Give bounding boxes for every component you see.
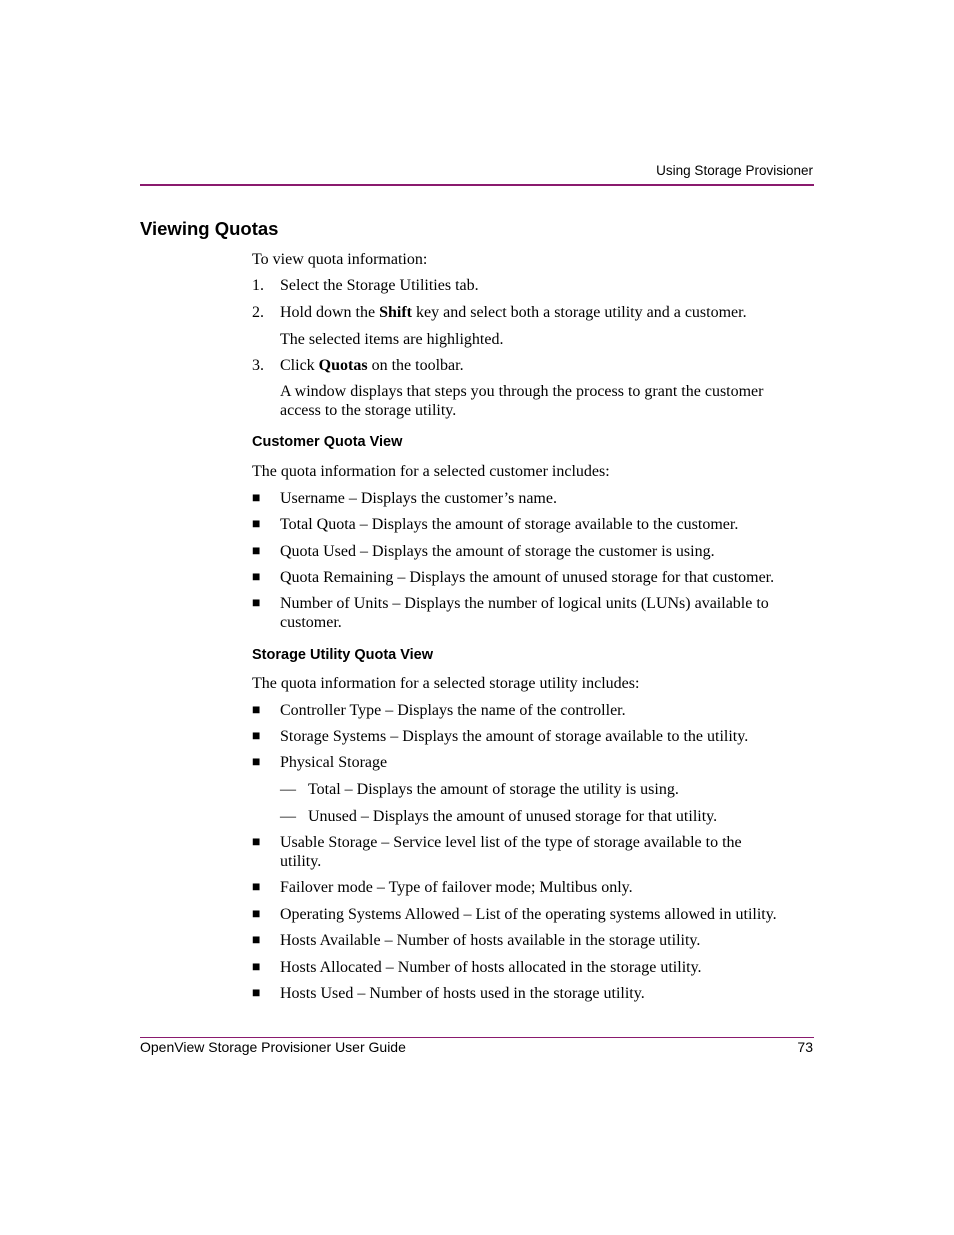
subsection-title: Storage Utility Quota View — [252, 647, 434, 663]
step-text-pre: Click — [280, 357, 319, 374]
list-item: Quota Used – Displays the amount of storage the customer is using. — [280, 543, 715, 560]
list-item: Number of Units – Displays the number of logical units (LUNs) available to — [280, 595, 769, 612]
step-text-post: key and select both a storage utility and a customer. — [412, 304, 747, 321]
bullet-icon: ■ — [252, 491, 261, 506]
running-head: Using Storage Provisioner — [656, 163, 813, 178]
step-note: A window displays that steps you through the process to grant the customer — [280, 383, 764, 400]
list-item: Quota Remaining – Displays the amount of unused storage for that customer. — [280, 569, 775, 586]
bullet-icon: ■ — [252, 596, 261, 611]
bullet-icon: ■ — [252, 835, 261, 850]
step-note: access to the storage utility. — [280, 402, 457, 419]
step-number: 1. — [252, 277, 264, 294]
list-item: Storage Systems – Displays the amount of storage available to the utility. — [280, 728, 749, 745]
bullet-icon: ■ — [252, 907, 261, 922]
sub-list-item: Total – Displays the amount of storage the utility is using. — [308, 781, 679, 798]
step-text: Select the Storage Utilities tab. — [280, 277, 479, 294]
footer-title: OpenView Storage Provisioner User Guide — [140, 1039, 406, 1055]
bullet-icon: ■ — [252, 755, 261, 770]
bullet-icon: ■ — [252, 880, 261, 895]
list-item: Controller Type – Displays the name of the controller. — [280, 702, 626, 719]
list-item: Hosts Used – Number of hosts used in the storage utility. — [280, 985, 645, 1002]
bullet-icon: ■ — [252, 544, 261, 559]
list-item: Operating Systems Allowed – List of the operating systems allowed in utility. — [280, 906, 777, 923]
step-text — [280, 303, 814, 322]
dash-icon: — — [280, 808, 296, 825]
sub-list-item: Unused – Displays the amount of unused storage for that utility. — [308, 808, 718, 825]
section-intro: To view quota information: — [252, 251, 428, 268]
subsection-title: Customer Quota View — [252, 434, 403, 450]
step-text — [280, 356, 814, 375]
key-name: Shift — [379, 304, 413, 321]
bullet-icon: ■ — [252, 933, 261, 948]
step-number: 2. — [252, 304, 264, 321]
list-item: Hosts Allocated – Number of hosts allocated in the storage utility. — [280, 959, 702, 976]
bullet-icon: ■ — [252, 986, 261, 1001]
step-text-pre: Hold down the — [280, 304, 380, 321]
step-text-post: on the toolbar. — [367, 357, 464, 374]
bullet-icon: ■ — [252, 570, 261, 585]
bullet-icon: ■ — [252, 703, 261, 718]
subsection-intro: The quota information for a selected storage utility includes: — [252, 675, 640, 692]
toolbar-button-name: Quotas — [318, 357, 368, 374]
header-rule — [140, 184, 814, 186]
list-item: Failover mode – Type of failover mode; Multibus only. — [280, 879, 633, 896]
subsection-intro: The quota information for a selected customer includes: — [252, 463, 610, 480]
step-note: The selected items are highlighted. — [280, 331, 504, 348]
list-item: Hosts Available – Number of hosts available in the storage utility. — [280, 932, 701, 949]
list-item: Usable Storage – Service level list of the type of storage available to the — [280, 834, 742, 851]
footer-rule — [140, 1037, 814, 1038]
step-number: 3. — [252, 357, 264, 374]
bullet-icon: ■ — [252, 517, 261, 532]
list-item: Total Quota – Displays the amount of storage available to the customer. — [280, 516, 739, 533]
bullet-icon: ■ — [252, 729, 261, 744]
list-item-continued: customer. — [280, 614, 342, 631]
section-title: Viewing Quotas — [140, 218, 279, 239]
dash-icon: — — [280, 781, 296, 798]
bullet-icon: ■ — [252, 960, 261, 975]
list-item-continued: utility. — [280, 853, 322, 870]
list-item: Physical Storage — [280, 754, 388, 771]
page-number: 73 — [797, 1039, 813, 1055]
list-item: Username – Displays the customer’s name. — [280, 490, 557, 507]
